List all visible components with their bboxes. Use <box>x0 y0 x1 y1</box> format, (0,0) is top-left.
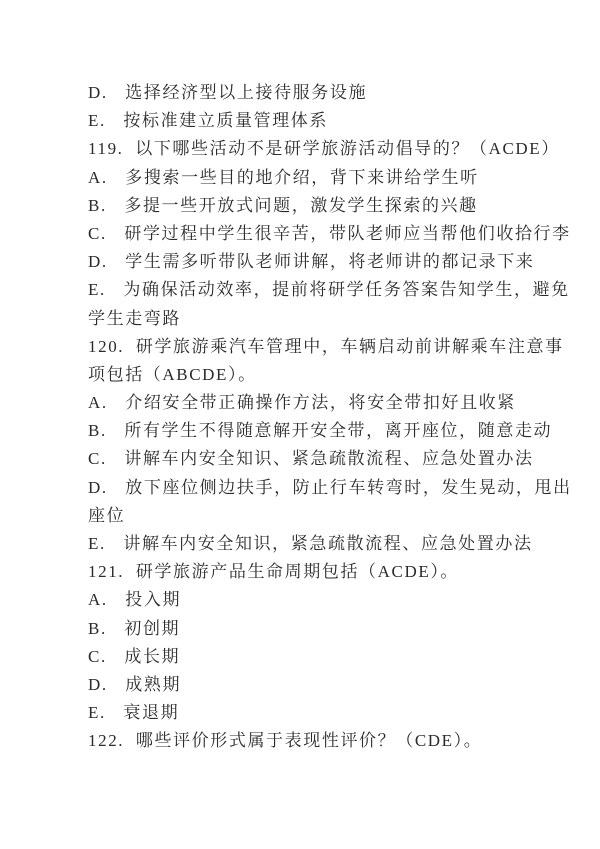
option-line: E. 衰退期 <box>88 703 180 723</box>
option-line: D. 学生需多听带队老师讲解，将老师讲的都记录下来 <box>88 252 535 272</box>
quiz-text-block <box>88 79 572 756</box>
question-line: 119. 以下哪些活动不是研学旅游活动倡导的？（ACDE） <box>88 139 560 159</box>
question-line: 120. 研学旅游乘汽车管理中，车辆启动前讲解乘车注意事 <box>88 336 564 356</box>
option-line: B. 多提一些开放式问题，激发学生探索的兴趣 <box>88 195 478 215</box>
option-line: A. 介绍安全带正确操作方法，将安全带扣好且收紧 <box>88 393 516 413</box>
question-line: 121. 研学旅游产品生命周期包括（ACDE）。 <box>88 562 460 582</box>
option-line: E. 为确保活动效率，提前将研学任务答案告知学生，避免 <box>88 280 570 300</box>
option-line: E. 讲解车内安全知识，紧急疏散流程、应急处置办法 <box>88 534 533 553</box>
option-line: D. 选择经济型以上接待服务设施 <box>88 83 368 102</box>
option-line: C. 研学过程中学生很辛苦，带队老师应当帮他们收拾行李 <box>88 223 571 243</box>
option-line: A. 投入期 <box>88 590 182 610</box>
option-line: B. 初创期 <box>88 618 181 638</box>
option-line: E. 按标准建立质量管理体系 <box>88 111 328 131</box>
question-line: 122. 哪些评价形式属于表现性评价？（CDE）。 <box>88 731 483 751</box>
continuation-line: 项包括（ABCDE）。 <box>88 364 257 384</box>
option-line: D. 放下座位侧边扶手，防止行车转弯时，发生晃动，甩出 <box>88 477 572 497</box>
continuation-line: 学生走弯路 <box>88 308 181 328</box>
option-line: C. 成长期 <box>88 646 181 666</box>
option-line: C. 讲解车内安全知识、紧急疏散流程、应急处置办法 <box>88 449 534 469</box>
option-line: A. 多搜索一些目的地介绍，背下来讲给学生听 <box>88 167 479 187</box>
option-line: B. 所有学生不得随意解开安全带，离开座位，随意走动 <box>88 421 553 441</box>
continuation-line: 座位 <box>88 505 126 525</box>
option-line: D. 成熟期 <box>88 674 182 694</box>
